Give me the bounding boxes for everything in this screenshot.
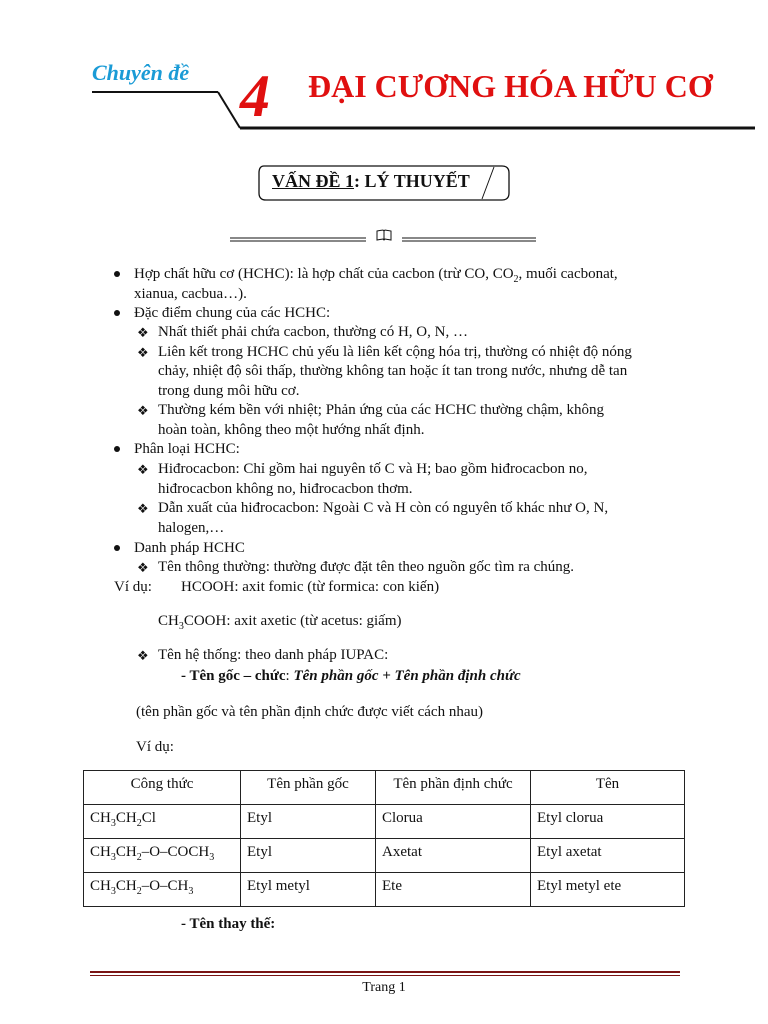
goc-chuc-line: - Tên gốc – chức: Tên phần gốc + Tên phần định chức: [181, 668, 521, 684]
table-cell: Etyl: [241, 805, 376, 839]
naming-table: [83, 770, 685, 907]
text-line: Hiđrocacbon: Chỉ gồm hai nguyên tố C và H; bao gồm hiđrocacbon no,: [158, 461, 588, 477]
table-header-row: [84, 771, 685, 805]
table-cell: Etyl axetat: [531, 839, 685, 873]
table-cell: Etyl clorua: [531, 805, 685, 839]
text-line: (tên phần gốc và tên phần định chức được viết cách nhau): [136, 704, 483, 720]
table-header: Tên phần gốc: [241, 771, 376, 805]
bullet-icon: [114, 545, 120, 551]
text-line: hoàn toàn, không theo một hướng nhất định.: [158, 422, 425, 438]
table-header: Tên phần định chức: [376, 771, 531, 805]
diamond-bullet-icon: ❖: [137, 403, 149, 418]
table-cell: $CH_3CH_2-O-COCH_3$: [84, 839, 241, 873]
text-line: Phân loại HCHC:: [134, 441, 240, 457]
section-title: [272, 171, 470, 192]
diamond-bullet-icon: ❖: [137, 325, 149, 340]
section-suffix: : LÝ THUYẾT: [354, 171, 470, 191]
text-line: Hợp chất hữu cơ (HCHC): là hợp chất của cacbon (trừ CO, $CO_2$, muối cacbonat,: [134, 266, 618, 285]
table-row: [84, 805, 685, 839]
table-cell: Etyl metyl ete: [531, 873, 685, 907]
text-line: Liên kết trong HCHC chủ yếu là liên kết cộng hóa trị, thường có nhiệt độ nóng: [158, 344, 632, 360]
chuyen-de-label: Chuyên đề: [92, 60, 190, 85]
text-line: xianua, cacbua…).: [134, 286, 247, 302]
bullet-icon: [114, 310, 120, 316]
bullet-icon: [114, 446, 120, 452]
bullet-icon: [114, 271, 120, 277]
chapter-title: ĐẠI CƯƠNG HÓA HỮU CƠ: [308, 68, 713, 104]
table-cell: Ete: [376, 873, 531, 907]
chapter-number: 4: [240, 63, 270, 129]
text-line: Nhất thiết phải chứa cacbon, thường có H, O, N, …: [158, 324, 468, 340]
text-line: hiđrocacbon không no, hiđrocacbon thơm.: [158, 481, 413, 497]
footer-rule: [90, 975, 680, 976]
thay-the-heading: - Tên thay thế:: [181, 916, 276, 932]
section-prefix: VẤN ĐỀ 1: [272, 171, 355, 191]
table-cell: Etyl metyl: [241, 873, 376, 907]
text-line: trong dung môi hữu cơ.: [158, 383, 300, 399]
table-cell: $CH_3CH_2-O-CH_3$: [84, 873, 241, 907]
book-icon: [376, 229, 392, 241]
text-line: chảy, nhiệt độ sôi thấp, thường không tan hoặc ít tan trong nước, nhưng dễ tan: [158, 363, 628, 379]
text-line: Tên thông thường: thường được đặt tên theo nguồn gốc tìm ra chúng.: [158, 559, 575, 575]
text-line: Danh pháp HCHC: [134, 540, 245, 556]
text-line: $CH_3COOH$: axit axetic (từ acetus: giấm): [158, 613, 402, 632]
table-cell: $CH_3CH_2Cl$: [84, 805, 241, 839]
example-label: Ví dụ:: [114, 579, 152, 595]
table-cell: Etyl: [241, 839, 376, 873]
diamond-bullet-icon: ❖: [137, 560, 149, 575]
text-line: HCOOH: axit fomic (từ formica: con kiến): [181, 579, 440, 595]
diamond-bullet-icon: ❖: [137, 501, 149, 516]
table-row: [84, 873, 685, 907]
table-cell: Clorua: [376, 805, 531, 839]
text-line: halogen,…: [158, 520, 225, 536]
text-line: Thường kém bền với nhiệt; Phản ứng của các HCHC thường chậm, không: [158, 402, 605, 418]
table-header: Công thức: [84, 771, 241, 805]
table-cell: Axetat: [376, 839, 531, 873]
example-label: Ví dụ:: [136, 739, 174, 755]
footer-rule: [90, 971, 680, 973]
text-line: Dẫn xuất của hiđrocacbon: Ngoài C và H còn có nguyên tố khác như O, N,: [158, 500, 609, 516]
diamond-bullet-icon: ❖: [137, 345, 149, 360]
diamond-bullet-icon: ❖: [137, 462, 149, 477]
table-header: Tên: [531, 771, 685, 805]
text-line: Đặc điểm chung của các HCHC:: [134, 305, 331, 321]
text-line: Tên hệ thống: theo danh pháp IUPAC:: [158, 647, 389, 663]
page-number: Trang 1: [362, 980, 406, 995]
diamond-bullet-icon: ❖: [137, 648, 149, 663]
table-row: [84, 839, 685, 873]
